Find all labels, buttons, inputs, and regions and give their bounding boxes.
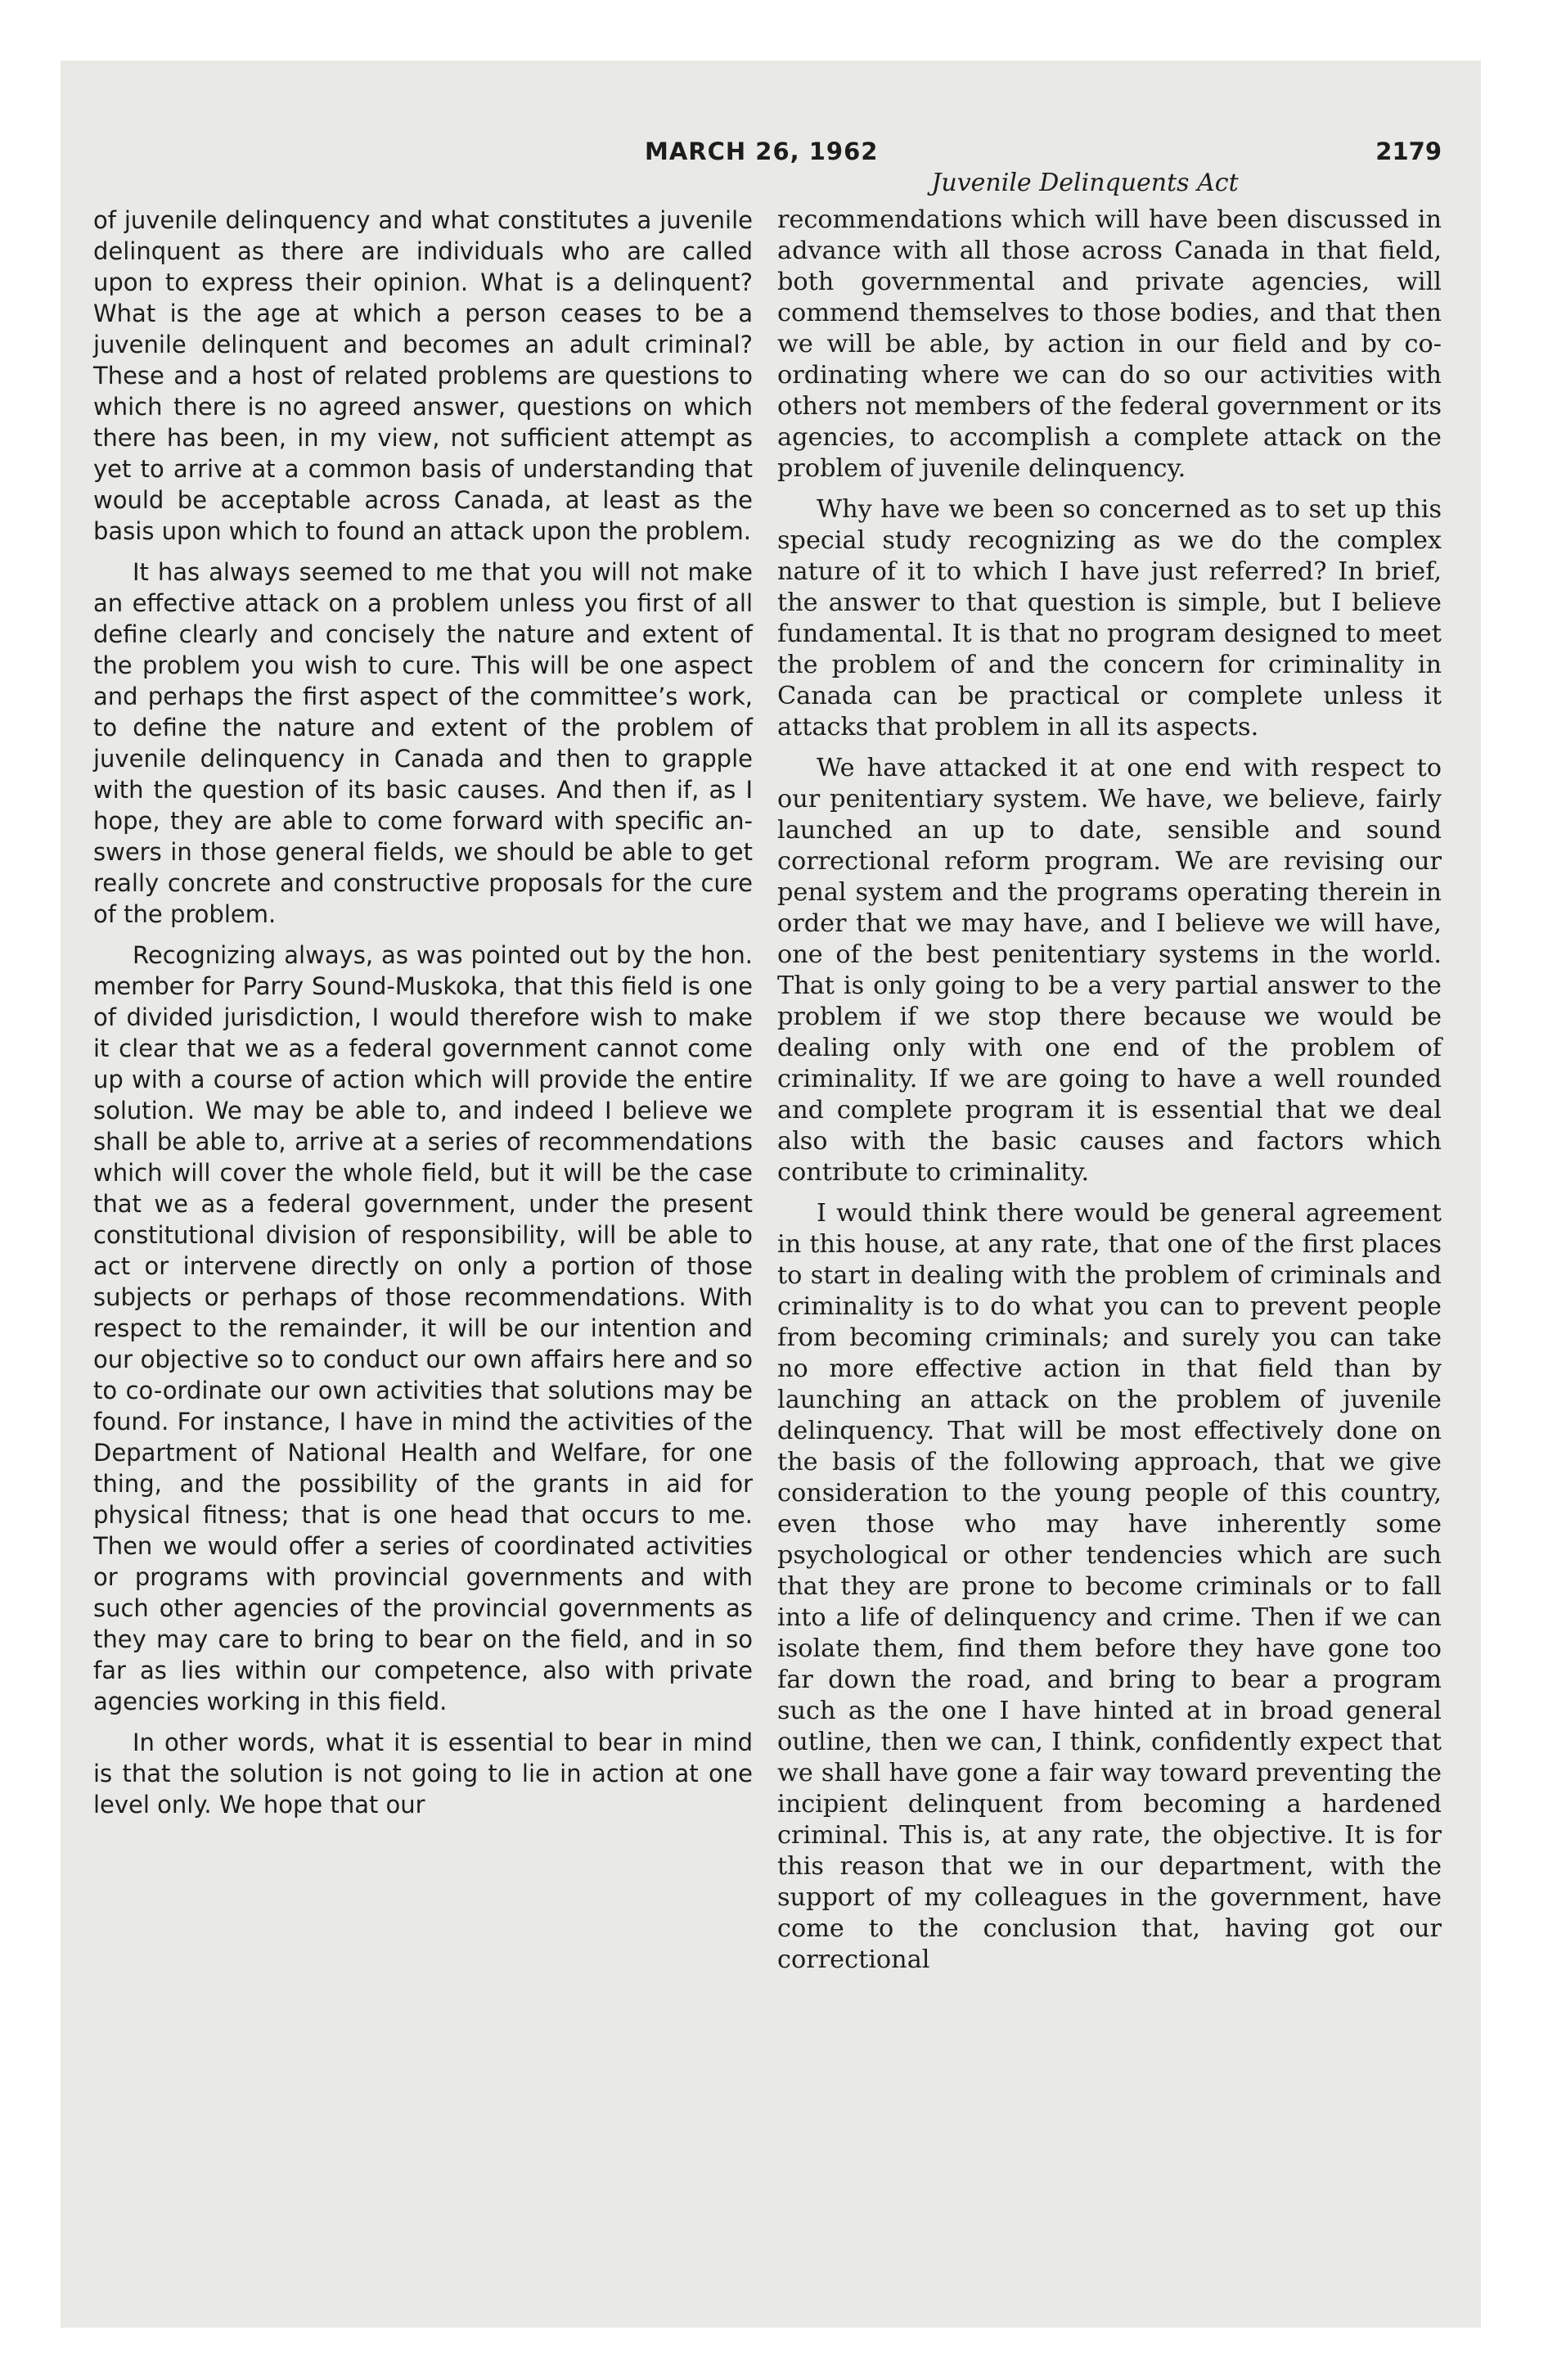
paragraph: Why have we been so concerned as to set up this special study recognizing as we do the complex nature of it to which I have just referred? In brief, the answer to that question is simple, but I believe fundamental. It is that no program designed to meet the problem of and the concern for criminality in Canada can be practical or complete unless it attacks that problem in all its aspects. xyxy=(777,495,1442,741)
page-date: MARCH 26, 1962 xyxy=(645,137,879,165)
paragraph: We have attacked it at one end with respect to our penitentiary system. We have, we believe, fairly launched an up to date, sensible and sound correctional reform program. We are revising our penal system and the programs operating therein in order that we may have, and I believe we will have, one of the best penitentiary systems in the world. That is only going to be a very partial answer to the problem if we stop there because we would be dealing only with one end of the problem of criminality. If we are going to have a well rounded and complete program it is essential that we deal also with the basic causes and factors which contribute to criminality. xyxy=(777,754,1442,1187)
page-header xyxy=(61,137,1481,170)
right-column xyxy=(777,205,1442,1986)
paragraph: It has always seemed to me that you will not make an effective attack on a problem unless you first of all define clearly and concisely the nature and extent of the problem you wish to cure. This will be one aspect and perhaps the first aspect of the committee’s work, to define the nature and extent of the problem of juvenile delinquency in Canada and then to grapple with the question of its basic causes. And then if, as I hope, they are able to come forward with specific answers in those general fields, we should be able to get really concrete and constructive proposals for the cure of the problem. xyxy=(93,558,753,928)
left-column xyxy=(93,205,753,1830)
running-head: Juvenile Delinquents Act xyxy=(931,169,1239,197)
scanned-page xyxy=(61,61,1481,2328)
paragraph: In other words, what it is essential to bear in mind is that the solution is not going to lie in action at one level only. We hope that our xyxy=(93,1729,753,1819)
page-number: 2179 xyxy=(1375,137,1442,165)
paragraph: Recognizing always, as was pointed out by the hon. member for Parry Sound-Muskoka, that this field is one of divided jurisdiction, I would therefore wish to make it clear that we as a federal government cannot come up with a course of action which will provide the entire solution. We may be able to, and indeed I believe we shall be able to, arrive at a series of recommendations which will cover the whole field, but it will be the case that we as a federal government, under the present constitutional division of responsibility, will be able to act or intervene directly on only a portion of those subjects or perhaps of those recommendations. With respect to the remainder, it will be our intention and our objective so to conduct our own affairs here and so to co-ordinate our own activities that solutions may be found. For instance, I have in mind the activities of the Department of National Health and Welfare, for one thing, and the possibility of the grants in aid for physical fitness; that is one head that occurs to me. Then we would offer a series of coordinated activities or programs with provincial governments and with such other agencies of the provincial governments as they may care to bring to bear on the field, and in so far as lies within our competence, also with private agencies working in this field. xyxy=(93,941,753,1715)
paragraph: recommendations which will have been discussed in advance with all those across Canada in that field, both governmental and private agencies, will commend themselves to those bodies, and that then we will be able, by action in our field and by co-ordinating where we can do so our activities with others not members of the federal government or its agencies, to accomplish a complete attack on the problem of juvenile delinquency. xyxy=(777,205,1442,483)
paragraph: I would think there would be general agreement in this house, at any rate, that one of the first places to start in dealing with the problem of criminals and criminality is to do what you can to prevent people from becoming criminals; and surely you can take no more effective action in that field than by launching an attack on the problem of juvenile delinquency. That will be most effectively done on the basis of the following approach, that we give consideration to the young people of this country, even those who may have inherently some psychological or other tendencies which are such that they are prone to become criminals or to fall into a life of delinquency and crime. Then if we can isolate them, find them before they have gone too far down the road, and bring to bear a program such as the one I have hinted at in broad general outline, then we can, I think, confidently expect that we shall have gone a fair way toward preventing the incipient delinquent from becoming a hardened criminal. This is, at any rate, the objective. It is for this reason that we in our department, with the support of my colleagues in the government, have come to the conclusion that, having got our correctional xyxy=(777,1199,1442,1974)
paragraph: of juvenile delinquency and what constitutes a juvenile delinquent as there are individuals who are called upon to express their opinion. What is a delinquent? What is the age at which a person ceases to be a juvenile delinquent and becomes an adult criminal? These and a host of related problems are questions to which there is no agreed answer, questions on which there has been, in my view, not sufficient attempt as yet to arrive at a common basis of understanding that would be acceptable across Canada, at least as the basis upon which to found an attack upon the problem. xyxy=(93,206,753,545)
